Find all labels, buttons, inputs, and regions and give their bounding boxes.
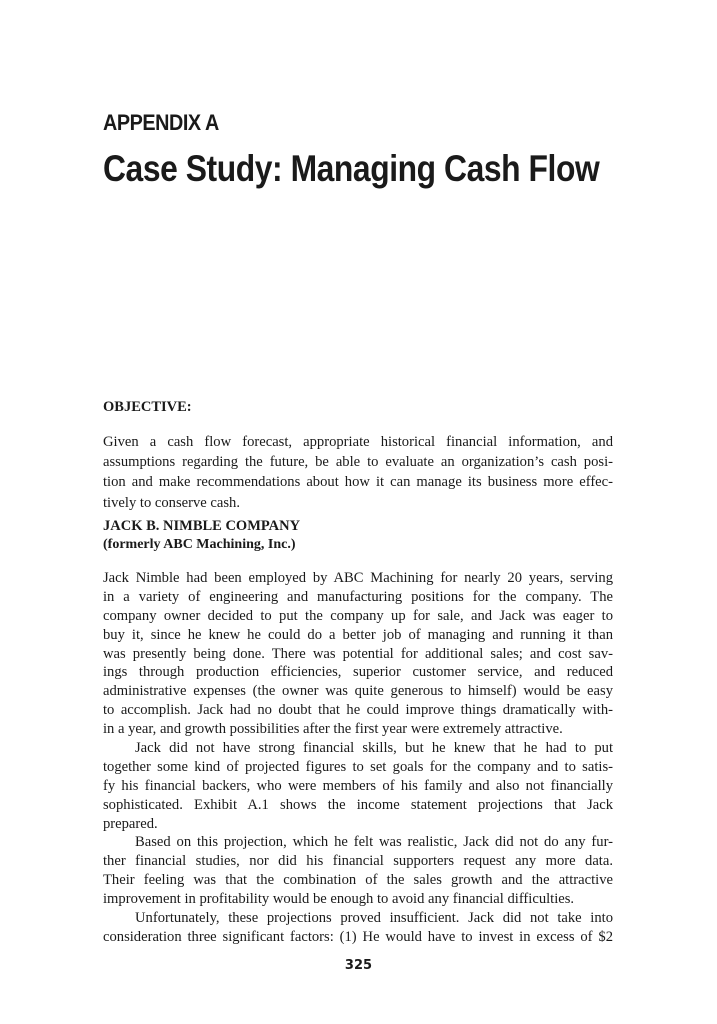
page-title: Case Study: Managing Cash Flow xyxy=(103,148,600,189)
text-line: Jack did not have strong financial skills, but he knew that he had to put xyxy=(135,740,613,757)
text-line: assumptions regarding the future, be able to evaluate an organization’s cash posi- xyxy=(103,454,613,471)
company-heading: JACK B. NIMBLE COMPANY xyxy=(103,518,301,534)
page-number: 325 xyxy=(344,958,373,973)
text-line: in a variety of engineering and manufacturing positions for the company. The xyxy=(103,588,613,605)
text-line: tively to conserve cash. xyxy=(103,494,240,511)
text-line: ther financial studies, nor did his financial supporters request any more data. xyxy=(103,853,613,870)
objective-heading: OBJECTIVE: xyxy=(103,399,192,415)
text-line: Jack Nimble had been employed by ABC Machining for nearly 20 years, serving xyxy=(103,570,613,586)
text-line: Based on this projection, which he felt was realistic, Jack did not do any fur- xyxy=(135,834,613,851)
appendix-label: APPENDIX A xyxy=(103,110,219,135)
text-line: Given a cash flow forecast, appropriate historical financial information, and xyxy=(103,434,613,450)
text-line: tion and make recommendations about how it can manage its business more effec- xyxy=(103,474,613,491)
text-line: Unfortunately, these projections proved insufficient. Jack did not take into xyxy=(135,910,613,927)
text-line: together some kind of projected figures to set goals for the company and to satis- xyxy=(103,758,613,775)
company-subheading: (formerly ABC Machining, Inc.) xyxy=(103,537,296,552)
text-line: ings through production efficiencies, superior customer service, and reduced xyxy=(103,664,613,681)
body-text xyxy=(103,569,613,947)
text-line: consideration three significant factors: (1) He would have to invest in excess of $2 xyxy=(103,928,613,945)
text-line: fy his financial backers, who were members of his family and also not financially xyxy=(103,777,613,794)
text-line: in a year, and growth possibilities after the first year were extremely attractive. xyxy=(103,721,563,738)
text-line: administrative expenses (the owner was quite generous to himself) would be easy xyxy=(103,683,613,700)
text-line: to accomplish. Jack had no doubt that he could improve things dramatically with- xyxy=(103,702,613,719)
text-line: sophisticated. Exhibit A.1 shows the income statement projections that Jack xyxy=(103,796,613,813)
text-line: buy it, since he knew he could do a better job of managing and running it than xyxy=(103,626,613,643)
text-line: was presently being done. There was potential for additional sales; and cost sav- xyxy=(103,645,613,662)
text-line: Their feeling was that the combination of the sales growth and the attractive xyxy=(103,872,613,889)
text-line: prepared. xyxy=(103,815,158,832)
text-line: company owner decided to put the company up for sale, and Jack was eager to xyxy=(103,607,613,624)
text-line: improvement in profitability would be enough to avoid any financial difficulties. xyxy=(103,891,575,908)
objective-paragraph xyxy=(103,432,613,513)
